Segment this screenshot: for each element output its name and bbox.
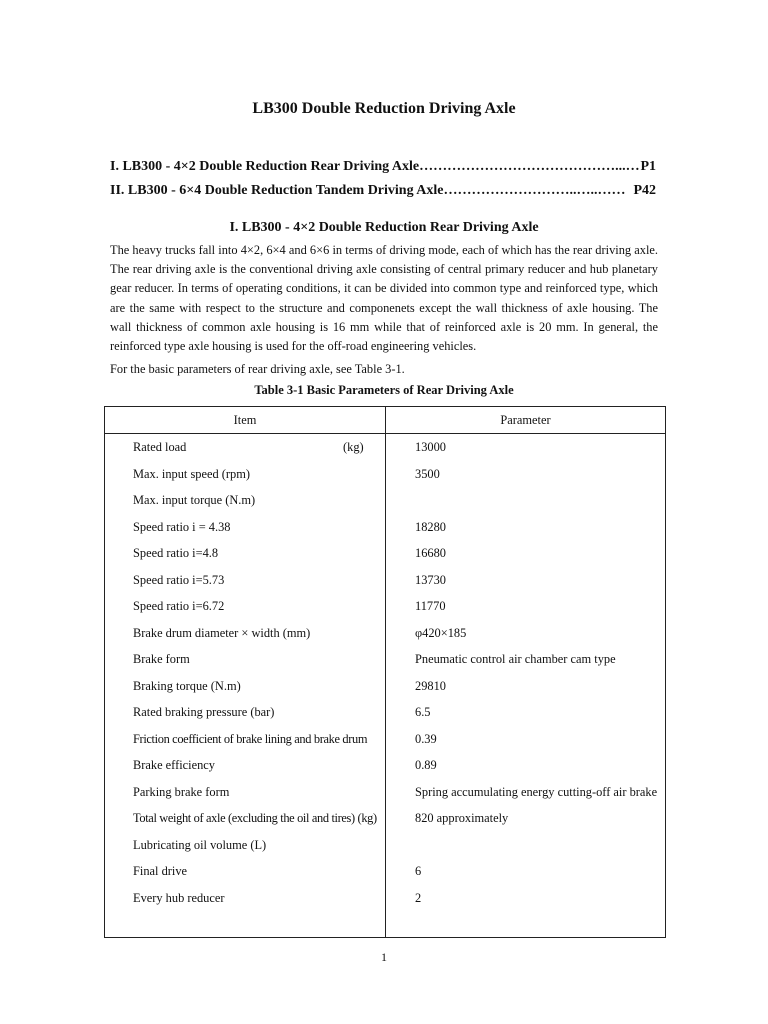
toc-entry-page: P42 [633, 183, 656, 198]
row-item: Speed ratio i=5.73 [133, 572, 225, 587]
table-of-contents [110, 155, 656, 203]
document-title: LB300 Double Reduction Driving Axle [252, 100, 516, 117]
table-caption: Table 3-1 Basic Parameters of Rear Driving Axle [254, 383, 514, 397]
table-row [105, 461, 665, 488]
row-item: Lubricating oil volume (L) [133, 837, 267, 852]
row-item: Max. input speed (rpm) [133, 466, 250, 481]
row-value: 13000 [415, 440, 446, 454]
table-row [105, 514, 665, 541]
toc-entry-title: I. LB300 - 4×2 Double Reduction Rear Driving Axle [110, 159, 420, 174]
table-row [105, 620, 665, 647]
row-item: Rated load [133, 440, 187, 454]
row-value: Pneumatic control air chamber cam type [415, 652, 616, 666]
table-header-row [105, 407, 665, 434]
row-value: 18280 [415, 519, 446, 534]
toc-entry-title: II. LB300 - 6×4 Double Reduction Tandem Driving Axle [110, 183, 444, 198]
row-item: Brake form [133, 652, 190, 666]
row-value: 29810 [415, 678, 446, 693]
table-row [105, 752, 665, 779]
table-row [105, 567, 665, 594]
table-row [105, 487, 665, 514]
header-item: Item [233, 413, 257, 427]
table-row [105, 726, 665, 753]
row-value: Spring accumulating energy cutting-off air brake [415, 784, 658, 799]
row-value: 6 [415, 864, 422, 878]
header-parameter: Parameter [500, 413, 551, 427]
row-item: Parking brake form [133, 784, 230, 799]
row-item: Max. input torque (N.m) [133, 493, 256, 507]
table-row [105, 858, 665, 885]
table-row [105, 646, 665, 673]
toc-entry [110, 179, 656, 203]
row-item: Friction coefficient of brake lining and brake drum [133, 731, 368, 746]
row-value: 6.5 [415, 705, 431, 719]
row-value: 11770 [415, 599, 446, 613]
row-value: 16680 [415, 546, 446, 560]
row-value: 0.89 [415, 758, 437, 772]
row-item: Braking torque (N.m) [133, 678, 241, 693]
row-value: 13730 [415, 572, 446, 587]
section-title: I. LB300 - 4×2 Double Reduction Rear Driving Axle [229, 220, 539, 235]
toc-entry-leader: ………………………..…..…… [443, 183, 626, 198]
row-value: 0.39 [415, 731, 437, 746]
table-row [105, 885, 665, 912]
row-value: 820 approximately [415, 811, 509, 825]
row-item: Speed ratio i=4.8 [133, 546, 219, 560]
row-item: Speed ratio i = 4.38 [133, 519, 231, 534]
row-unit: (kg) [343, 440, 364, 454]
table-row [105, 593, 665, 620]
row-item: Rated braking pressure (bar) [133, 705, 275, 719]
row-value: 3500 [415, 466, 440, 481]
row-item: Every hub reducer [133, 890, 225, 905]
toc-entry-page: P1 [640, 159, 656, 174]
row-value: 2 [415, 890, 422, 905]
table-row [105, 832, 665, 859]
table-body [105, 434, 665, 911]
row-item: Brake drum diameter × width (mm) [133, 625, 311, 640]
toc-entry-leader: ……………………………………...… [419, 159, 640, 174]
row-item: Final drive [133, 864, 188, 878]
table-row [105, 540, 665, 567]
table-row [105, 434, 665, 461]
row-item: Speed ratio i=6.72 [133, 599, 225, 613]
parameters-table [104, 406, 666, 938]
row-value: φ420×185 [415, 625, 467, 640]
table-row [105, 805, 665, 832]
table-row [105, 673, 665, 700]
table-row [105, 699, 665, 726]
row-item: Total weight of axle (excluding the oil and tires) (kg) [133, 811, 377, 825]
row-item: Brake efficiency [133, 758, 215, 772]
table-row [105, 779, 665, 806]
intro-paragraph: The heavy trucks fall into 4×2, 6×4 and 6×6 in terms of driving mode, each of which has the rear driving axle. The rear driving axle is the conventional driving axle consisting of central primary reducer and hub planetary gear reducer. In terms of operating conditions, it can be divided into common type and reinforced type, which are the same with respect to the structure and componenets except the wall thickness of axle housing. The wall thickness of common axle housing is 16 mm while that of reinforced axle is 20 mm. In general, the reinforced type axle housing is used for the off-road engineering vehicles. [110, 243, 658, 354]
toc-entry [110, 155, 656, 179]
page-number: 1 [381, 950, 387, 964]
table-reference-paragraph: For the basic parameters of rear driving axle, see Table 3-1. [110, 362, 405, 376]
